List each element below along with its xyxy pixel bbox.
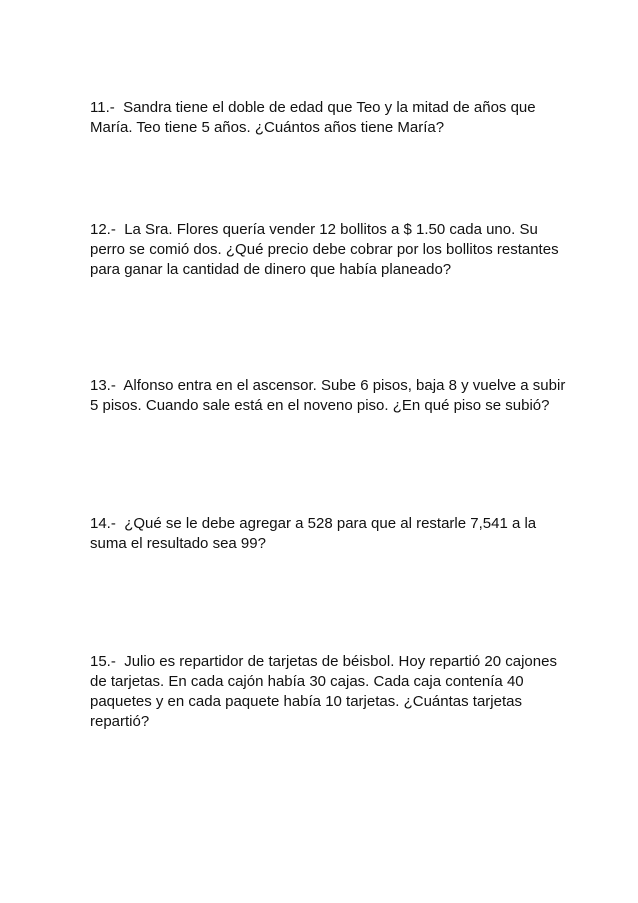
problem-12	[90, 220, 580, 280]
problem-15-number: 15.-	[90, 653, 116, 670]
problem-13	[90, 376, 580, 416]
problem-14-line-2: suma el resultado sea 99?	[90, 535, 266, 552]
problem-12-line-1: La Sra. Flores quería vender 12 bollitos a $ 1.50 cada uno. Su	[124, 221, 538, 238]
problem-14	[90, 514, 580, 554]
problem-15-line-1: Julio es repartidor de tarjetas de béisbol. Hoy repartió 20 cajones	[124, 653, 557, 670]
problem-15-line-4: repartió?	[90, 713, 150, 730]
problem-15-line-2: de tarjetas. En cada cajón había 30 cajas. Cada caja contenía 40	[90, 673, 524, 690]
problem-12-number: 12.-	[90, 221, 116, 238]
problem-15	[90, 652, 580, 732]
problem-11-line-1: Sandra tiene el doble de edad que Teo y la mitad de años que	[123, 99, 536, 116]
problem-11-number: 11.-	[90, 99, 115, 116]
problem-13-line-1: Alfonso entra en el ascensor. Sube 6 pisos, baja 8 y vuelve a subir	[123, 377, 566, 394]
problem-11	[90, 98, 580, 138]
problem-13-number: 13.-	[90, 377, 116, 394]
problem-14-line-1: ¿Qué se le debe agregar a 528 para que al restarle 7,541 a la	[124, 515, 537, 532]
problem-12-line-3: para ganar la cantidad de dinero que había planeado?	[90, 261, 452, 278]
problem-14-number: 14.-	[90, 515, 116, 532]
problem-11-line-2: María. Teo tiene 5 años. ¿Cuántos años tiene María?	[90, 119, 445, 136]
problem-15-line-3: paquetes y en cada paquete había 10 tarjetas. ¿Cuántas tarjetas	[90, 693, 522, 710]
problem-12-line-2: perro se comió dos. ¿Qué precio debe cobrar por los bollitos restantes	[90, 241, 559, 258]
problem-13-line-2: 5 pisos. Cuando sale está en el noveno piso. ¿En qué piso se subió?	[90, 397, 550, 414]
